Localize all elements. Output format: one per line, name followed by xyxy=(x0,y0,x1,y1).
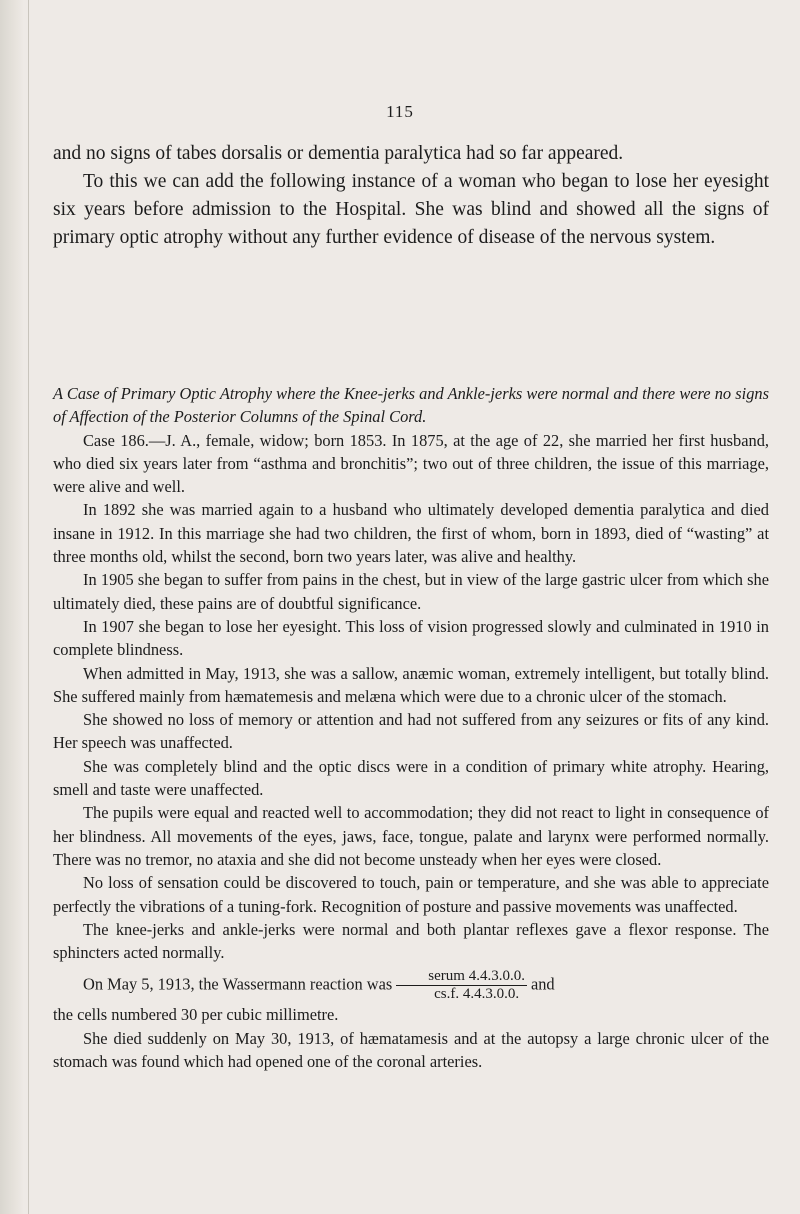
page-number: 115 xyxy=(386,102,414,121)
wassermann-and: and xyxy=(530,974,555,994)
case-paragraph: No loss of sensation could be discovered to touch, pain or temperature, and she was able to appreciate perfectly the vibrations of a tuning-fork. Recognition of posture and passive movements was unaffected. xyxy=(53,873,769,916)
cells-count-line: the cells numbered 30 per cubic millimetre. xyxy=(53,1005,339,1025)
page-edge-line xyxy=(28,0,29,1214)
case-paragraph: When admitted in May, 1913, she was a sallow, anæmic woman, extremely intelligent, but totally blind. She suffered mainly from hæmatemesis and melæna which were due to a chronic ulcer of the stomach. xyxy=(53,663,769,706)
case-paragraph: In 1905 she began to suffer from pains in the chest, but in view of the large gastric ulcer from which she ultimately died, these pains are of doubtful significance. xyxy=(53,570,769,613)
intro-paragraph-1: and no signs of tabes dorsalis or dementia paralytica had so far appeared. xyxy=(53,143,624,164)
case-text xyxy=(53,382,769,1073)
case-paragraph: She showed no loss of memory or attention and had not suffered from any seizures or fits of any kind. Her speech was unaffected. xyxy=(53,710,769,753)
case-paragraph: In 1907 she began to lose her eyesight. This loss of vision progressed slowly and culminated in 1910 in complete blindness. xyxy=(53,616,769,660)
case-paragraph: In 1892 she was married again to a husband who ultimately developed dementia paralytica and died insane in 1912. In this marriage she had two children, the first of whom, born in 1893, died of “wasting” at three months old, whilst the second, born two years later, was alive and healthy. xyxy=(53,500,769,567)
page-edge-shadow xyxy=(0,0,24,1214)
case-final-paragraph: She died suddenly on May 30, 1913, of hæmatamesis and at the autopsy a large chronic ulcer of the stomach was found which had opened one of the coronal arteries. xyxy=(53,1028,769,1072)
fraction-denominator: cs.f. 4.4.3.0.0. xyxy=(434,986,520,1003)
fraction-numerator: serum 4.4.3.0.0. xyxy=(396,968,527,986)
intro-paragraph-2: To this we can add the following instance of a woman who began to lose her eyesight six years before admission to the Hospital. She was blind and showed all the signs of primary optic atrophy without any further evidence of disease of the nervous system. xyxy=(53,171,769,248)
wassermann-text: On May 5, 1913, the Wassermann reaction was xyxy=(83,974,393,994)
wassermann-fraction xyxy=(396,968,527,1003)
wassermann-paragraph xyxy=(53,968,769,1003)
case-paragraph: The pupils were equal and reacted well to accommodation; they did not react to light in consequence of her blindness. All movements of the eyes, jaws, face, tongue, palate and larynx were performed normally. There was no tremor, no ataxia and she did not become unsteady when her eyes were closed. xyxy=(53,803,769,869)
case-paragraph: Case 186.—J. A., female, widow; born 1853. In 1875, at the age of 22, she married her first husband, who died six years later from “asthma and bronchitis”; two out of three children, the issue of this marriage, were alive and well. xyxy=(53,430,769,497)
case-heading: A Case of Primary Optic Atrophy where the Knee-jerks and Ankle-jerks were normal and there were no signs of Affection of the Posterior Columns of the Spinal Cord. xyxy=(53,384,769,427)
intro-text xyxy=(53,140,769,252)
case-paragraph: She was completely blind and the optic discs were in a condition of primary white atrophy. Hearing, smell and taste were unaffected. xyxy=(53,756,769,800)
case-paragraph: The knee-jerks and ankle-jerks were normal and both plantar reflexes gave a flexor response. The sphincters acted normally. xyxy=(53,919,769,963)
